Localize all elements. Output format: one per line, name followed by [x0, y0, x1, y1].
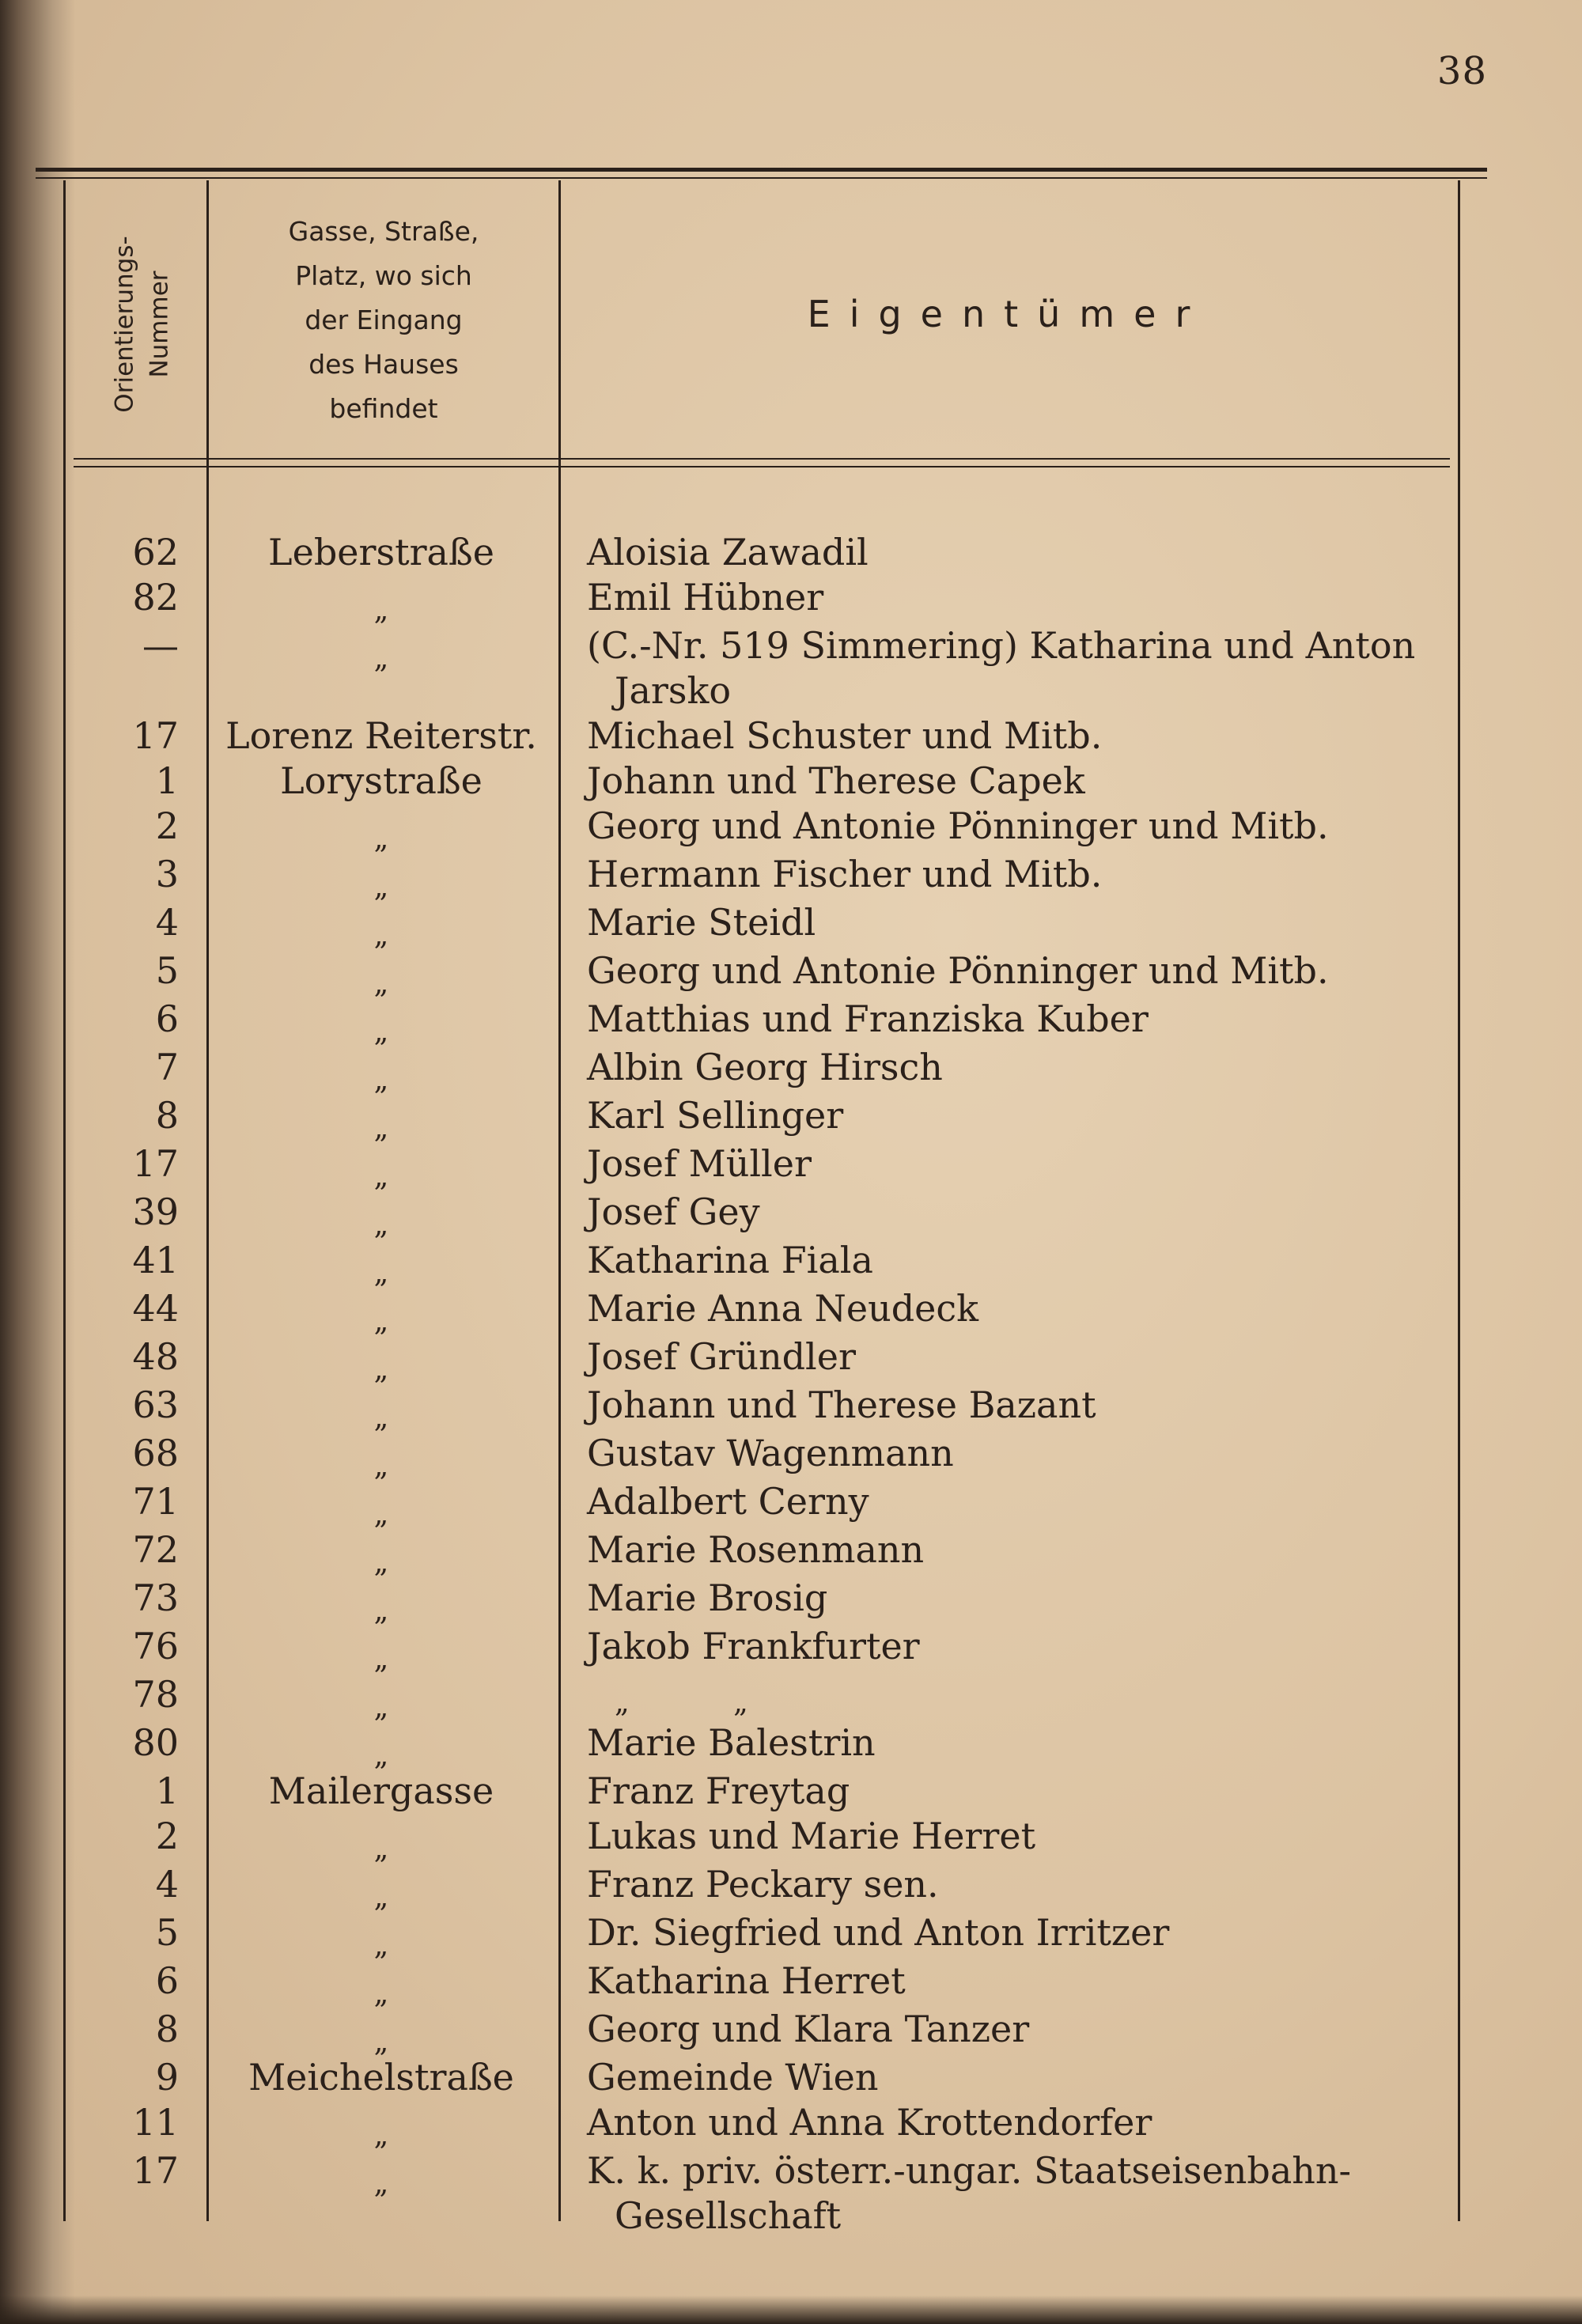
owner-name: Michael Schuster und Mitb.: [587, 714, 1103, 757]
house-number: 72: [132, 1528, 179, 1571]
table-row: [0, 1862, 1582, 1913]
ditto-mark: „: [373, 1112, 389, 1145]
house-number: 41: [132, 1239, 179, 1281]
table-row: [0, 804, 1582, 855]
house-number: 8: [155, 2008, 179, 2050]
owner-name: (C.-Nr. 519 Simmering) Katharina und Anton Jarsko: [587, 624, 1416, 712]
table-row: [0, 1959, 1582, 2010]
owner-name: Josef Gründler: [587, 1335, 856, 1378]
house-number: 8: [155, 1094, 179, 1137]
owner-name: Jakob Frankfurter: [587, 1625, 920, 1667]
table-row: [0, 1141, 1582, 1193]
street-name: [202, 1093, 560, 1145]
table-row: [0, 1045, 1582, 1096]
owner-name: Johann und Therese Bazant: [587, 1383, 1096, 1426]
street-name: [202, 1624, 560, 1675]
owner-name: Marie Brosig: [587, 1576, 828, 1619]
house-number: 17: [132, 2149, 179, 2192]
ditto-mark: „: [373, 1595, 389, 1627]
house-number: 48: [132, 1335, 179, 1378]
street-name: [202, 1814, 560, 1865]
owner-name: Franz Freytag: [587, 1769, 850, 1812]
street-name: Lorenz Reiterstr.: [225, 714, 537, 757]
street-name: [202, 804, 560, 855]
house-number: 2: [155, 1815, 179, 1857]
table-row: [0, 1286, 1582, 1338]
street-name: [202, 900, 560, 952]
ditto-mark: „: [373, 2026, 389, 2058]
table-row: [0, 1383, 1582, 1434]
house-number: 5: [155, 949, 179, 992]
ditto-mark: „: [373, 1978, 389, 2010]
house-number: 76: [132, 1625, 179, 1667]
table-row: [0, 997, 1582, 1048]
owner-name: Franz Peckary sen.: [587, 1863, 939, 1906]
table-row: [0, 1910, 1582, 1962]
ditto-mark: „: [373, 919, 389, 952]
table-row: [0, 1093, 1582, 1145]
table-row: [0, 1190, 1582, 1241]
page-bottom-edge: [0, 2296, 1582, 2324]
street-name: [202, 1334, 560, 1386]
street-name: [202, 2100, 560, 2152]
table-row: [0, 948, 1582, 1000]
header-rule-thin: [36, 177, 1487, 179]
owner-name: Georg und Antonie Pönninger und Mitb.: [587, 949, 1329, 992]
ditto-mark: „: [373, 967, 389, 1000]
owner-name: Karl Sellinger: [587, 1094, 844, 1137]
header-number-label: Orientierungs- Nummer: [111, 236, 174, 413]
ditto-mark: „: [373, 1833, 389, 1865]
street-name: [202, 1383, 560, 1434]
owner-name: Dr. Siegfried und Anton Irritzer: [587, 1911, 1170, 1954]
house-number: 63: [132, 1383, 179, 1426]
header-bottom-rule-1: [74, 458, 1450, 460]
ditto-mark: „: [373, 1739, 389, 1772]
owner-name: Josef Müller: [587, 1142, 812, 1185]
table-row: [0, 623, 1582, 713]
street-name: [202, 852, 560, 903]
ditto-mark: „: [373, 1353, 389, 1386]
street-name: [202, 1479, 560, 1531]
owner-name: Gemeinde Wien: [587, 2056, 879, 2099]
street-name: [202, 1672, 560, 1724]
owner-name: Matthias und Franziska Kuber: [587, 997, 1149, 1040]
street-name: Meichelstraße: [248, 2056, 514, 2099]
owner-name: Marie Anna Neudeck: [587, 1287, 978, 1330]
ditto-mark: „: [373, 1402, 389, 1434]
owner-name: Aloisia Zawadil: [587, 531, 869, 573]
street-name: [202, 1431, 560, 1482]
street-name: [202, 1959, 560, 2010]
header-rule-thick: [36, 168, 1487, 172]
owner-name: Hermann Fischer und Mitb.: [587, 853, 1103, 895]
owner-name: Georg und Antonie Pönninger und Mitb.: [587, 804, 1329, 847]
street-name: [202, 997, 560, 1048]
table-row: [0, 1769, 1582, 1814]
table-row: [0, 852, 1582, 903]
owner-name: Emil Hübner: [587, 576, 824, 619]
table-row: [0, 1238, 1582, 1289]
house-number: 2: [155, 804, 179, 847]
street-name: [202, 1141, 560, 1193]
street-name: Mailergasse: [268, 1769, 494, 1812]
house-number: 11: [132, 2101, 179, 2144]
house-number: 17: [132, 1142, 179, 1185]
ditto-mark: „: [373, 594, 389, 626]
header-number-column: [87, 206, 198, 443]
table-row: [0, 900, 1582, 952]
house-number: 6: [155, 997, 179, 1040]
owner-name: Gustav Wagenmann: [587, 1432, 954, 1474]
street-name: Leberstraße: [268, 531, 494, 573]
house-number: 44: [132, 1287, 179, 1330]
owner-name: Adalbert Cerny: [587, 1480, 869, 1523]
house-number: 4: [155, 1863, 179, 1906]
house-number: 62: [132, 531, 179, 573]
table-row: [0, 2148, 1582, 2239]
page-number: 38: [1436, 49, 1487, 93]
house-number: 9: [155, 2056, 179, 2099]
street-name: [202, 2148, 560, 2239]
owner-name: Marie Steidl: [587, 901, 816, 944]
street-name: [202, 1720, 560, 1772]
table-row: [0, 1527, 1582, 1579]
street-name: [202, 2007, 560, 2058]
owner-name: Lukas und Marie Herret: [587, 1815, 1036, 1857]
ditto-mark: „: [373, 1209, 389, 1241]
house-number: —: [142, 624, 179, 667]
owner-name: Katharina Herret: [587, 1959, 906, 2002]
owner-table-body: [0, 530, 1582, 2239]
table-row: [0, 759, 1582, 804]
house-number: 1: [155, 1769, 179, 1812]
owner-name: Johann und Therese Capek: [587, 759, 1085, 802]
house-number: 78: [132, 1673, 179, 1716]
ditto-mark: „: [373, 2167, 389, 2200]
owner-name: Georg und Klara Tanzer: [587, 2008, 1030, 2050]
street-name: [202, 1190, 560, 1241]
street-name: [202, 1576, 560, 1627]
street-name: [202, 1910, 560, 1962]
table-row: [0, 1334, 1582, 1386]
ditto-mark: „: [373, 1016, 389, 1048]
owner-name: Josef Gey: [587, 1190, 760, 1233]
table-row: [0, 530, 1582, 575]
table-row: [0, 1720, 1582, 1772]
owner-name: Anton und Anna Krottendorfer: [587, 2101, 1152, 2144]
owner-name: Katharina Fiala: [587, 1239, 873, 1281]
table-row: [0, 2100, 1582, 2152]
house-number: 4: [155, 901, 179, 944]
table-row: [0, 1672, 1582, 1724]
house-number: 6: [155, 1959, 179, 2002]
house-number: 7: [155, 1046, 179, 1088]
ditto-mark: „: [373, 1450, 389, 1482]
owner-name: Marie Balestrin: [587, 1721, 876, 1764]
house-number: 71: [132, 1480, 179, 1523]
house-number: 1: [155, 759, 179, 802]
header-owner-column: Eigentümer: [807, 293, 1209, 335]
house-number: 5: [155, 1911, 179, 1954]
street-name: [202, 1045, 560, 1096]
street-name: [202, 1238, 560, 1289]
table-row: [0, 575, 1582, 626]
house-number: 80: [132, 1721, 179, 1764]
ditto-mark: „: [373, 1257, 389, 1289]
ditto-mark: „: [373, 1498, 389, 1531]
ditto-mark: „: [373, 2119, 389, 2152]
table-row: [0, 1431, 1582, 1482]
header-bottom-rule-2: [74, 466, 1450, 467]
owner-name: Marie Rosenmann: [587, 1528, 925, 1571]
house-number: 39: [132, 1190, 179, 1233]
street-name: [202, 575, 560, 626]
header-street-column: Gasse, Straße, Platz, wo sich der Eingang des Hauses befindet: [288, 216, 479, 424]
table-row: [0, 2055, 1582, 2100]
ditto-mark: „: [373, 1546, 389, 1579]
table-row: [0, 1624, 1582, 1675]
table-row: [0, 1479, 1582, 1531]
ditto-mark: „: [373, 1305, 389, 1338]
house-number: 3: [155, 853, 179, 895]
ditto-mark: „: [373, 1643, 389, 1675]
table-row: [0, 1576, 1582, 1627]
street-name: [202, 623, 560, 713]
table-row: [0, 713, 1582, 759]
street-name: [202, 1862, 560, 1913]
ditto-mark: „: [373, 823, 389, 855]
street-name: [202, 1286, 560, 1338]
ditto-mark: „: [373, 1691, 389, 1724]
ditto-mark: „: [373, 1881, 389, 1913]
street-name: Lorystraße: [280, 759, 483, 802]
table-row: [0, 1814, 1582, 1865]
owner-name: K. k. priv. österr.-ungar. Staatseisenbahn-Gesellschaft: [587, 2149, 1352, 2237]
street-name: [202, 1527, 560, 1579]
owner-name: Albin Georg Hirsch: [587, 1046, 943, 1088]
ditto-mark: „: [373, 1064, 389, 1096]
house-number: 73: [132, 1576, 179, 1619]
owner-name: „ „: [615, 1686, 796, 1719]
house-number: 68: [132, 1432, 179, 1474]
ditto-mark: „: [373, 1160, 389, 1193]
table-row: [0, 2007, 1582, 2058]
ditto-mark: „: [373, 871, 389, 903]
house-number: 82: [132, 576, 179, 619]
house-number: 17: [132, 714, 179, 757]
ditto-mark: „: [373, 1929, 389, 1962]
street-name: [202, 948, 560, 1000]
ditto-mark: „: [373, 642, 389, 675]
